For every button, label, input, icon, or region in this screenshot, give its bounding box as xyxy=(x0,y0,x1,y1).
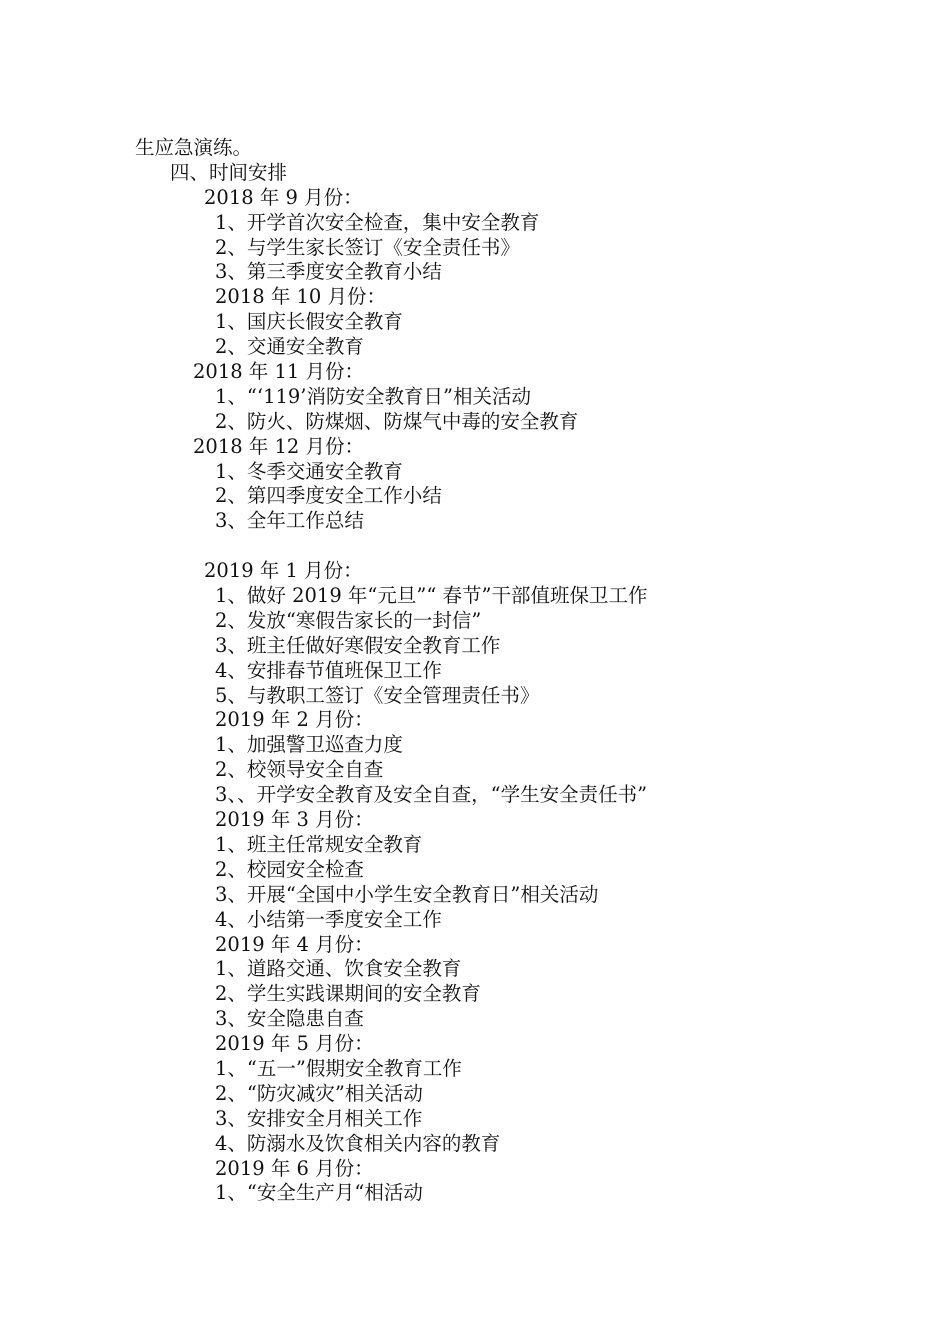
document-line: 2019 年 1 月份： xyxy=(204,559,363,583)
document-line: 2、校领导安全自查 xyxy=(215,758,384,782)
document-line: 2019 年 5 月份： xyxy=(215,1032,374,1056)
document-line: 4、防溺水及饮食相关内容的教育 xyxy=(215,1131,501,1155)
blank-line xyxy=(0,534,950,559)
document-line: 3、班主任做好寒假安全教育工作 xyxy=(215,633,501,657)
document-line: 3、、开学安全教育及安全自查，“学生安全责任书” xyxy=(215,783,648,807)
document-line: 1、道路交通、饮食安全教育 xyxy=(215,957,462,981)
document-line: 1、国庆长假安全教育 xyxy=(215,310,403,334)
document-line: 3、安全隐患自查 xyxy=(215,1007,364,1031)
document-line: 2、交通安全教育 xyxy=(215,335,364,359)
document-line: 生应急演练。 xyxy=(135,136,253,159)
document-line: 2、第四季度安全工作小结 xyxy=(215,484,442,508)
document-line: 3、开展“全国中小学生安全教育日”相关活动 xyxy=(215,882,599,906)
document-line: 3、第三季度安全教育小结 xyxy=(215,260,442,284)
document-line: 1、开学首次安全检查，集中安全教育 xyxy=(215,210,540,234)
document-line: 2018 年 10 月份： xyxy=(215,285,387,309)
document-line: 2、防火、防煤烟、防煤气中毒的安全教育 xyxy=(215,409,579,433)
document-line: 2、“防灾减灾”相关活动 xyxy=(215,1081,423,1105)
document-line: 5、与教职工签订《安全管理责任书》 xyxy=(215,683,540,707)
document-line: 2018 年 12 月份： xyxy=(193,434,365,458)
document-line: 3、全年工作总结 xyxy=(215,509,364,533)
document-line: 4、安排春节值班保卫工作 xyxy=(215,658,442,682)
document-line: 1、“五一”假期安全教育工作 xyxy=(215,1056,462,1080)
document-line: 2019 年 4 月份： xyxy=(215,932,374,956)
document-line: 1、“安全生产月“相活动 xyxy=(215,1181,423,1205)
document-line: 2019 年 3 月份： xyxy=(215,808,374,832)
document-line: 2、学生实践课期间的安全教育 xyxy=(215,982,481,1006)
document-line: 2019 年 2 月份： xyxy=(215,708,374,732)
document-line: 1、“‘119’消防安全教育日”相关活动 xyxy=(215,384,531,408)
document-line: 3、安排安全月相关工作 xyxy=(215,1106,423,1130)
document-body xyxy=(0,136,950,1206)
document-line: 2019 年 6 月份： xyxy=(215,1156,374,1180)
document-line: 2018 年 11 月份： xyxy=(193,360,365,384)
document-line: 2、校园安全检查 xyxy=(215,857,364,881)
document-line: 四、时间安排 xyxy=(170,160,288,184)
document-line: 1、加强警卫巡查力度 xyxy=(215,733,403,757)
document-line: 1、班主任常规安全教育 xyxy=(215,832,423,856)
document-line: 1、冬季交通安全教育 xyxy=(215,459,403,483)
document-line: 1、做好 2019 年“元旦”“ 春节”干部值班保卫工作 xyxy=(215,584,648,608)
document-line: 2、与学生家长签订《安全责任书》 xyxy=(215,235,520,259)
document-line: 2、发放“寒假告家长的一封信” xyxy=(215,608,482,632)
document-line: 4、小结第一季度安全工作 xyxy=(215,907,442,931)
document-line: 2018 年 9 月份： xyxy=(204,185,363,209)
